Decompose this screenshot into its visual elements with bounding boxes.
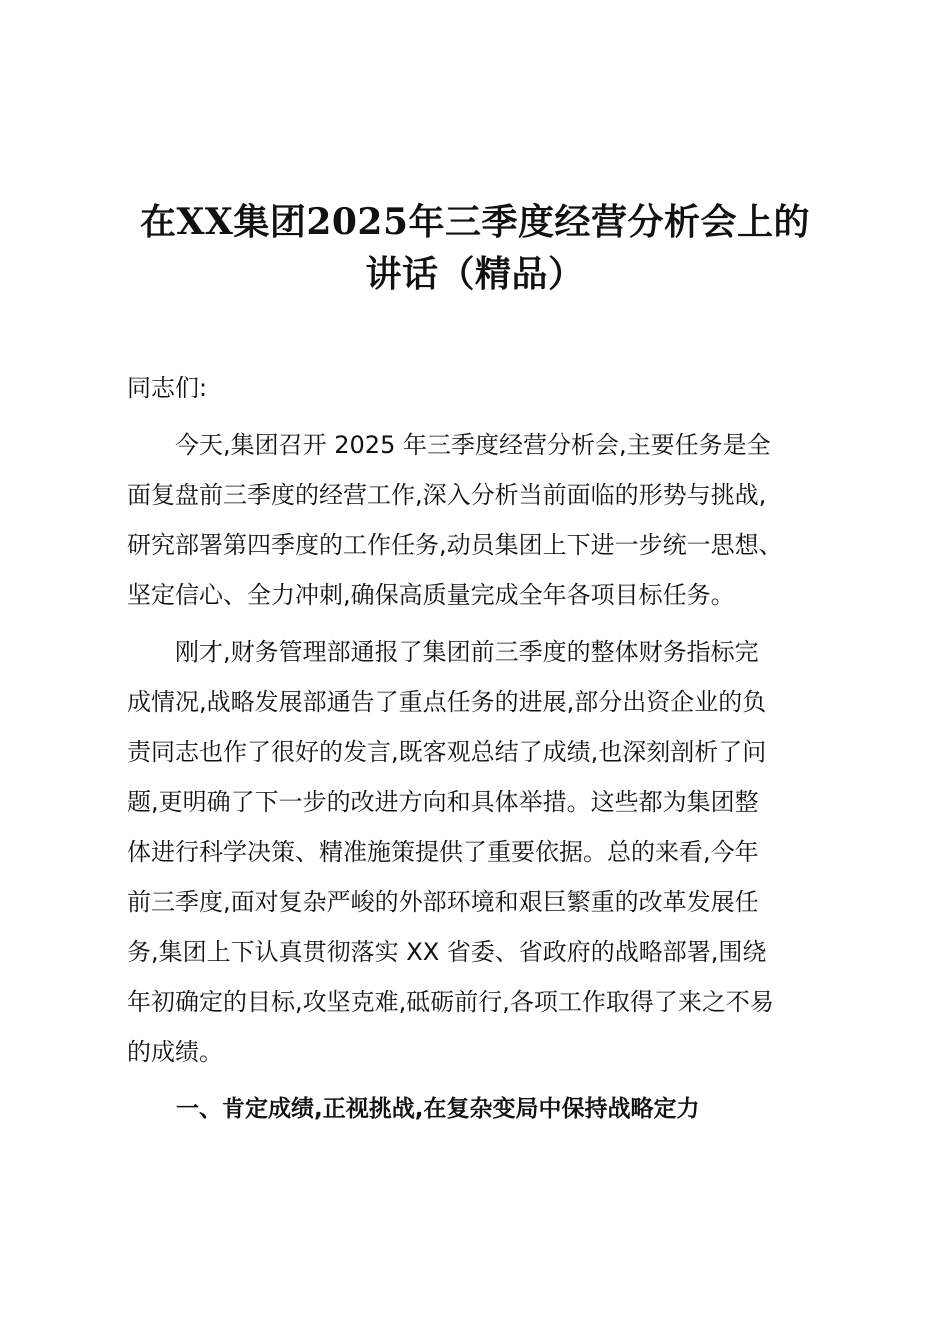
- paragraph-line: 题,更明确了下一步的改进方向和具体举措。这些都为集团整: [127, 788, 759, 816]
- title-line-1: 在XX集团2025年三季度经营分析会上的: [139, 201, 811, 243]
- document-title: [110, 196, 840, 300]
- paragraph-line: 体进行科学决策、精准施策提供了重要依据。总的来看,今年: [127, 838, 759, 866]
- paragraph-line: 成情况,战略发展部通告了重点任务的进展,部分出资企业的负: [127, 688, 767, 716]
- paragraph-line: 坚定信心、全力冲刺,确保高质量完成全年各项目标任务。: [127, 581, 735, 609]
- salutation: 同志们:: [127, 374, 208, 402]
- paragraph-line: 今天,集团召开 2025 年三季度经营分析会,主要任务是全: [175, 431, 771, 459]
- paragraph-line: 前三季度,面对复杂严峻的外部环境和艰巨繁重的改革发展任: [127, 888, 759, 916]
- paragraph-line: 刚才,财务管理部通报了集团前三季度的整体财务指标完: [175, 638, 759, 666]
- paragraph-line: 年初确定的目标,攻坚克难,砥砺前行,各项工作取得了来之不易: [127, 988, 774, 1016]
- paragraph-2: [127, 627, 827, 1077]
- paragraph-line: 务,集团上下认真贯彻落实 XX 省委、省政府的战略部署,围绕: [127, 938, 767, 966]
- paragraph-line: 的成绩。: [127, 1038, 223, 1066]
- paragraph-line: 责同志也作了很好的发言,既客观总结了成绩,也深刻剖析了问: [127, 738, 767, 766]
- paragraph-line: 研究部署第四季度的工作任务,动员集团上下进一步统一思想、: [127, 531, 783, 559]
- paragraph-line: 面复盘前三季度的经营工作,深入分析当前面临的形势与挑战,: [127, 481, 767, 509]
- section-heading: 一、肯定成绩,正视挑战,在复杂变局中保持战略定力: [176, 1096, 700, 1122]
- paragraph-1: [127, 420, 827, 620]
- title-line-2: 讲话（精品）: [365, 253, 585, 295]
